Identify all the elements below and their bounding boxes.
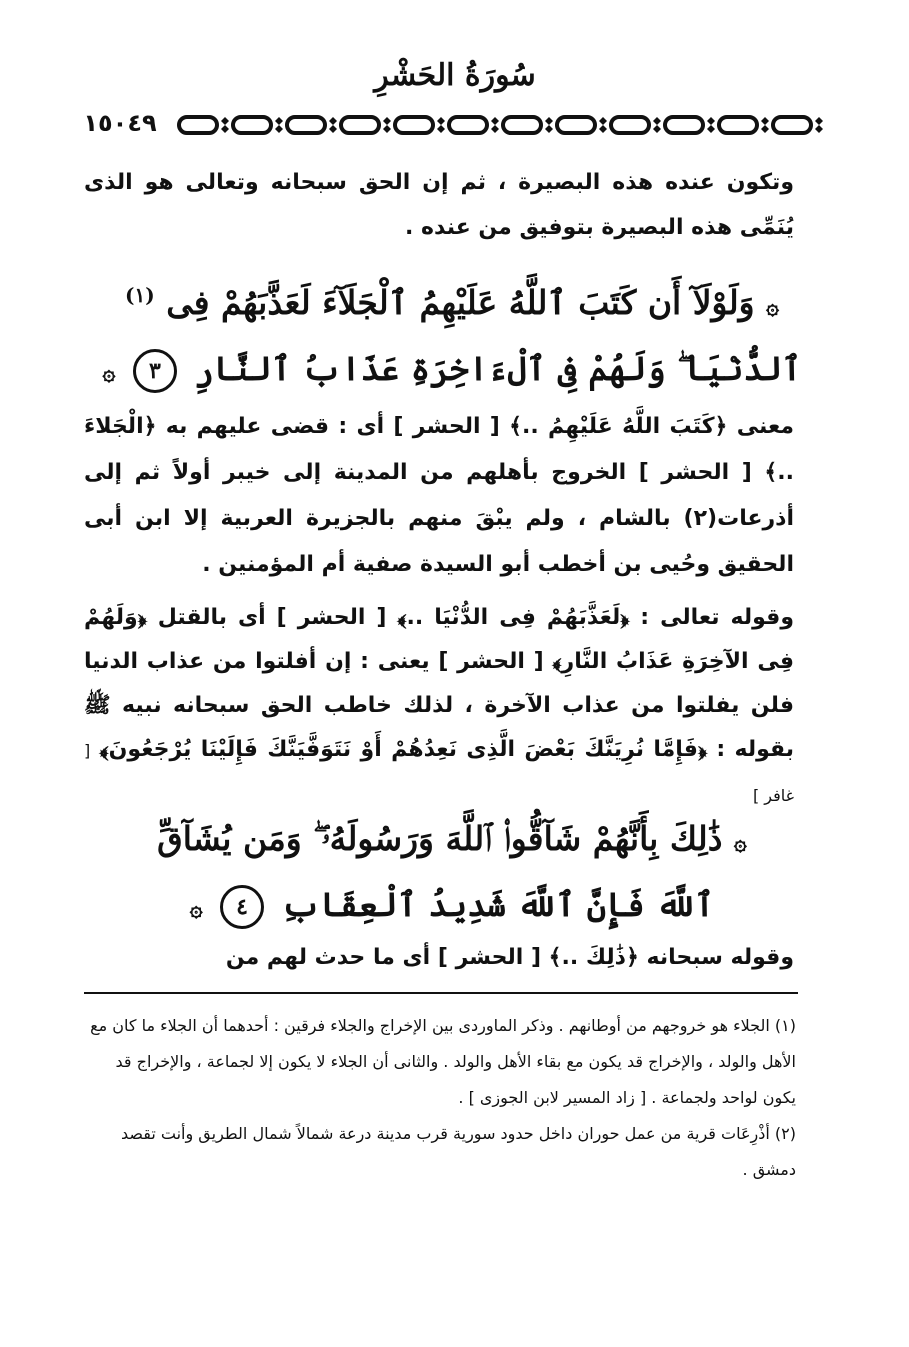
- verse-number-badge: ٤: [220, 885, 264, 929]
- footnote-marker-1: (١): [125, 283, 155, 307]
- footnote-2: (٢) أذْرِعَات قرية من عمل حوران داخل حدود سورية قرب مدينة درعة شمالاً شمال الطريق وأنت تقصد دمشق .: [120, 1124, 796, 1179]
- paragraph-1: وتكون عنده هذه البصيرة ، ثم إن الحق سبحانه وتعالى هو الذى يُنَمِّى هذه البصيرة بتوفيق من عنده .: [84, 170, 794, 240]
- header-ornament-border: [175, 114, 825, 136]
- verse-ornament-icon: ۞: [189, 896, 203, 922]
- paragraph-2: معنى ﴿كَتَبَ اللَّهُ عَلَيْهِمُ ..﴾ [ الحشر ] أى : قضى عليهم به ﴿الْجَلاءَ ..﴾ [ الحشر ] الخروج بأهلهم من المدينة إلى خيبر أولاً ثم إلى أذرعات(٢) بالشام ، ولم يبْقَ منهم بالجزيرة العربية إلا ابن أبى الحقيق وحُيى بن أخطب أبو السيدة صفية أم المؤمنين .: [84, 414, 794, 577]
- verse-ornament-icon: ۞: [766, 294, 779, 320]
- surah-title: سُورَةُ الحَشْرِ: [374, 58, 536, 93]
- page-header: [55, 108, 825, 138]
- paragraph-3-text: وقوله تعالى : ﴿لَعَذَّبَهُمْ فِى الدُّنْيَا ..﴾ [ الحشر ] أى بالقتل ﴿وَلَهُمْ فِى الآخِرَةِ عَذَابُ النَّارِ﴾ [ الحشر ] يعنى : إن أفلتوا من عذاب الدنيا فلن يفلتوا من عذاب الآخرة ، لذلك خاطب الحق سبحانه نبيه ﷺ بقوله : ﴿فَإِمَّا نُرِيَنَّكَ بَعْضَ الَّذِى نَعِدُهُمْ أَوْ نَتَوَفَّيَنَّكَ فَإِلَيْنَا يُرْجَعُونَ﴾: [84, 605, 794, 762]
- verse-ornament-icon: ۞: [733, 830, 747, 856]
- verse-ornament-icon: ۞: [102, 360, 116, 386]
- verse-number-badge: ٣: [133, 349, 177, 393]
- surah-reference: [ غافر ]: [84, 741, 794, 805]
- footnote-divider: [84, 992, 798, 994]
- footnote-1: (١) الجلاء هو خروجهم من أوطانهم . وذكر الماوردى بين الإخراج والجلاء فرقين : أحدهما أن الجلاء ما كان مع الأهل والولد ، والإخراج قد يكون مع بقاء الأهل والولد . والثانى أن الجلاء لا يكون إلا لجماعة ، والإخراج قد يكون لواحد ولجماعة . [ زاد المسير لابن الجوزى ] .: [90, 1016, 796, 1107]
- verse-3-line-1: وَلَوْلَآ أَن كَتَبَ ٱللَّهُ عَلَيْهِمُ ٱلْجَلَآءَ لَعَذَّبَهُمْ فِى: [166, 283, 755, 322]
- quran-verse-3: [96, 264, 808, 404]
- verse-4-line-2: ٱللَّهَ فَإِنَّ ٱللَّهَ شَدِيدُ ٱلْعِقَابِ: [281, 885, 715, 924]
- paragraph-4: وقوله سبحانه ﴿ذَٰلِكَ ..﴾ [ الحشر ] أى ما حدث لهم من: [225, 945, 794, 970]
- verse-3-line-2: ٱلدُّنْيَا ۖ وَلَهُمْ فِى ٱلْءَاخِرَةِ عَذَابُ ٱلنَّارِ: [194, 349, 802, 388]
- quran-verse-4: [96, 808, 808, 940]
- page-number: ١٥٠٤٩: [83, 109, 157, 137]
- footnotes: [80, 1008, 796, 1188]
- verse-4-line-1: ذَٰلِكَ بِأَنَّهُمْ شَآقُّوا۟ ٱللَّهَ وَرَسُولَهُۥ ۖ وَمَن يُشَآقِّ: [157, 819, 723, 858]
- paragraph-3: [84, 596, 794, 818]
